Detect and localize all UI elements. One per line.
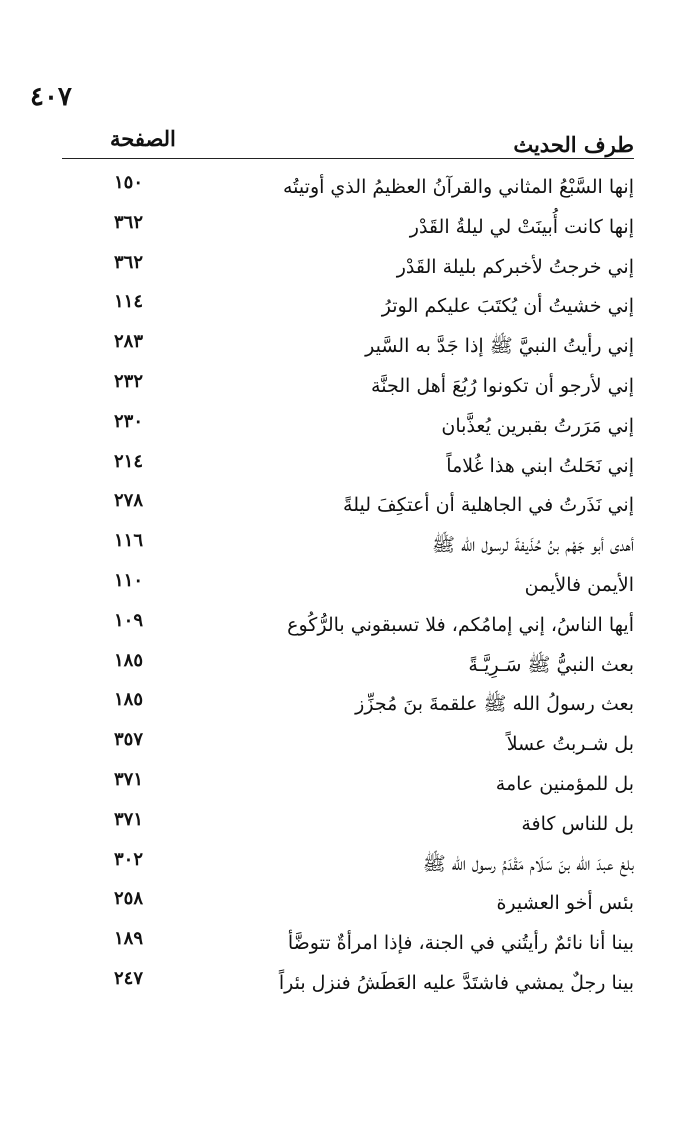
index-row: [62, 566, 634, 606]
hadith-incipit: الأيمن فالأيمن: [524, 573, 634, 596]
hadith-incipit: إنها السَّبْعُ المثاني والقرآنُ العظيمُ الذي أوتيتُه: [283, 176, 634, 198]
index-row: [62, 924, 634, 964]
hadith-incipit: إني نَذَرتُ في الجاهلية أن أعتكِفَ ليلةً: [343, 494, 634, 517]
hadith-incipit: إني لأرجو أن تكونوا رُبُعَ أهل الجنَّة: [371, 374, 634, 397]
page-reference: ٣٧١: [114, 768, 144, 790]
index-row: [62, 685, 634, 725]
index-row: [62, 884, 634, 924]
page-reference: ١٨٥: [114, 649, 144, 671]
page-reference: ٣٦٢: [114, 211, 144, 233]
index-row: [62, 168, 634, 208]
index-row: [62, 964, 634, 1004]
index-row: [62, 845, 634, 885]
page-reference: ٢٤٧: [114, 967, 144, 989]
page-reference: ١١٠: [114, 569, 144, 591]
index-row: [62, 327, 634, 367]
page-reference: ١١٦: [114, 530, 144, 552]
index-row: [62, 765, 634, 805]
page-reference: ٣٦٢: [114, 251, 144, 273]
page-reference: ١٨٥: [114, 689, 144, 711]
page-reference: ٢٣٢: [114, 370, 144, 392]
hadith-incipit: بلغ عبدَ الله بنَ سَلَام مَقْدَمُ رسول الله ﷺ: [422, 852, 634, 875]
hadith-incipit: إني خرجتُ لأخبركم بليلة القَدْر: [396, 255, 634, 278]
page-reference: ٢٥٨: [114, 888, 144, 910]
hadith-incipit: إني نَحَلتُ ابني هذا غُلاماً: [446, 454, 634, 477]
page-reference: ١٠٩: [114, 609, 144, 631]
hadith-incipit: أهدى أبو جَهْم بنُ حُذَيفةَ لرسول الله ﷺ: [432, 534, 634, 557]
hadith-incipit: إني رأيتُ النبيَّ ﷺ إذا جَدَّ به السَّير: [365, 335, 634, 358]
hadith-incipit: بل للناس كافة: [521, 812, 634, 835]
page-reference: ٢٣٠: [114, 410, 144, 432]
hadith-incipit: بئس أخو العشيرة: [496, 892, 634, 915]
index-row: [62, 287, 634, 327]
index-row: [62, 407, 634, 447]
index-row: [62, 367, 634, 407]
index-list: [62, 168, 634, 1004]
index-row: [62, 805, 634, 845]
header-divider: [62, 158, 634, 159]
hadith-incipit: أيها الناسُ، إني إمامُكم، فلا تسبقوني بالرُّكُوع: [287, 613, 634, 636]
index-row: [62, 486, 634, 526]
page-reference: ٣٥٧: [114, 729, 144, 751]
hadith-incipit: بل شـربتُ عسلاً: [506, 733, 634, 756]
header-page-column: الصفحة: [110, 126, 176, 151]
page-reference: ٢٧٨: [114, 490, 144, 512]
page-reference: ٣٧١: [114, 808, 144, 830]
page-number: ٤٠٧: [30, 82, 72, 112]
page-reference: ٣٠٢: [114, 848, 144, 870]
header-hadith-column: طرف الحديث: [513, 132, 634, 157]
page-reference: ٢٨٣: [114, 331, 144, 353]
index-header: [62, 124, 634, 160]
page-reference: ١٨٩: [114, 928, 144, 950]
index-row: [62, 208, 634, 248]
page-reference: ١٥٠: [114, 172, 144, 193]
hadith-incipit: إنها كانت أُبينَتْ لي ليلةُ القَدْر: [409, 215, 634, 238]
hadith-incipit: بعث النبيُّ ﷺ سَـرِيَّـةً: [468, 653, 634, 676]
hadith-incipit: إني مَرَرتُ بقبرين يُعذَّبان: [441, 414, 634, 437]
index-row: [62, 606, 634, 646]
hadith-incipit: بل للمؤمنين عامة: [495, 772, 634, 795]
index-row: [62, 447, 634, 487]
hadith-incipit: بينا رجلٌ يمشي فاشتَدَّ عليه العَطَشُ فنزل بئراً: [278, 971, 634, 994]
index-row: [62, 248, 634, 288]
index-row: [62, 646, 634, 686]
page-reference: ٢١٤: [114, 450, 144, 472]
hadith-incipit: إني خشيتُ أن يُكتَبَ عليكم الوترُ: [381, 295, 634, 318]
index-row: [62, 526, 634, 566]
page-reference: ١١٤: [114, 291, 144, 313]
hadith-incipit: بينا أنا نائمٌ رأيتُني في الجنة، فإذا امرأةٌ تتوضَّأ: [287, 932, 634, 955]
index-row: [62, 725, 634, 765]
hadith-incipit: بعث رسولُ الله ﷺ علقمةَ بنَ مُجزِّز: [355, 693, 634, 716]
